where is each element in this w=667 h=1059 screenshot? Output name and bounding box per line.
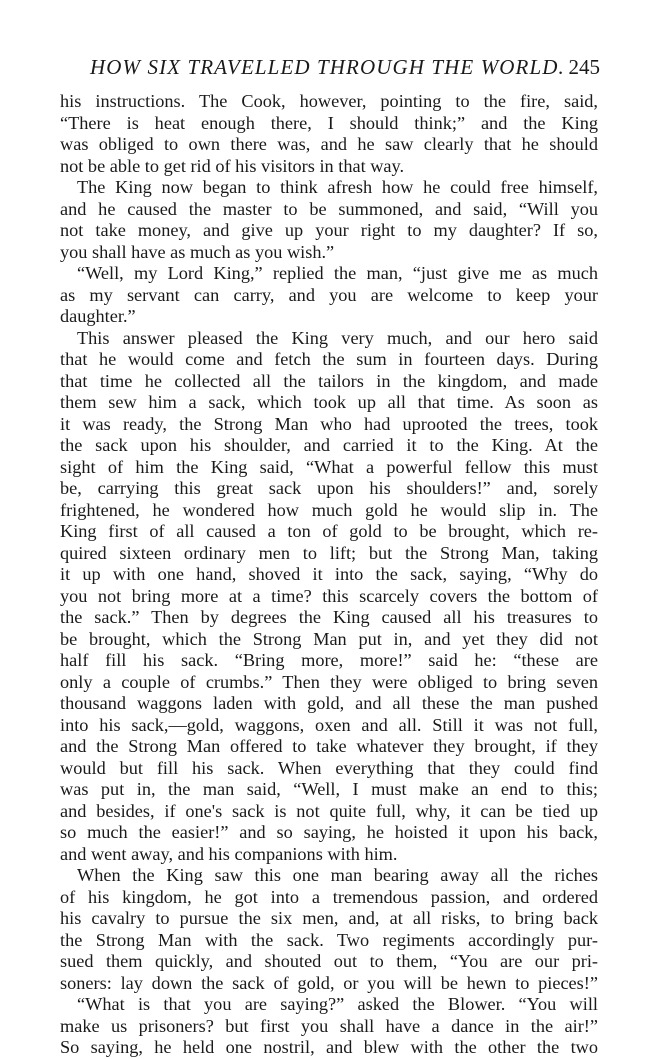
text-line: daughter.” xyxy=(60,306,136,326)
text-line: as my servant can carry, and you are welcome to keep your xyxy=(60,284,598,305)
text-line: and the Strong Man offered to take whatever they brought, if they xyxy=(60,736,598,756)
text-line: “What is that you are saying?” asked the Blower. “You will xyxy=(77,994,598,1014)
text-line: it up with one hand, shoved it into the sack, saying, “Why do xyxy=(60,564,598,584)
text-line: his cavalry to pursue the six men, and, at all risks, to bring back xyxy=(60,908,598,928)
text-line: not take money, and give up your right to my daughter? If so, xyxy=(60,220,598,240)
text-line: half fill his sack. “Bring more, more!” said he: “these are xyxy=(60,650,598,670)
text-line: was put in, the man said, “Well, I must make an end to this; xyxy=(60,779,598,799)
text-line: thousand waggons laden with gold, and all these the man pushed xyxy=(60,693,598,713)
text-line: that time he collected all the tailors in the kingdom, and made xyxy=(60,370,598,391)
text-line: be brought, which the Strong Man put in, and yet they did not xyxy=(60,628,598,649)
text-line: you not bring more at a time? this scarcely covers the bottom of xyxy=(60,585,598,606)
text-line: be, carrying this great sack upon his shoulders!” and, sorely xyxy=(60,478,598,498)
text-line: and he caused the master to be summoned, and said, “Will you xyxy=(60,198,598,219)
text-line: not be able to get rid of his visitors in that way. xyxy=(60,155,405,176)
text-line: the sack upon his shoulder, and carried it to the King. At the xyxy=(60,435,598,455)
text-line: so much the easier!” and so saying, he hoisted it upon his back, xyxy=(60,822,598,842)
text-line: King first of all caused a ton of gold to be brought, which re- xyxy=(60,521,598,541)
text-line: of his kingdom, he got into a tremendous passion, and ordered xyxy=(60,886,598,907)
text-line: his instructions. The Cook, however, pointing to the fire, said, xyxy=(60,91,598,111)
text-line: was obliged to own there was, and he saw clearly that he should xyxy=(60,134,598,154)
text-line: that he would come and fetch the sum in fourteen days. During xyxy=(60,349,598,369)
text-line: The King now began to think afresh how he could free himself, xyxy=(77,177,598,197)
text-line: “There is heat enough there, I should think;” and the King xyxy=(60,112,598,133)
text-line: the Strong Man with the sack. Two regiments accordingly pur- xyxy=(60,929,598,950)
text-line: it was ready, the Strong Man who had uprooted the trees, took xyxy=(60,413,598,434)
text-line: soners: lay down the sack of gold, or you will be hewn to pieces!” xyxy=(60,972,598,993)
running-header xyxy=(60,55,600,83)
text-line: and went away, and his companions with him. xyxy=(60,843,398,864)
text-line: only a couple of crumbs.” Then they were obliged to bring seven xyxy=(60,671,598,692)
text-line: them sew him a sack, which took up all that time. As soon as xyxy=(60,392,598,412)
text-line: make us prisoners? but first you shall have a dance in the air!” xyxy=(60,1015,598,1036)
running-title: HOW SIX TRAVELLED THROUGH THE WORLD. xyxy=(90,55,565,79)
text-line: would but fill his sack. When everything that they could find xyxy=(60,757,598,778)
text-line: sight of him the King said, “What a powerful fellow this must xyxy=(60,456,598,477)
text-line: the sack.” Then by degrees the King caused all his treasures to xyxy=(60,607,598,627)
text-line: So saying, he held one nostril, and blew with the other the two xyxy=(60,1037,598,1057)
text-line: sued them quickly, and shouted out to them, “You are our pri- xyxy=(60,951,598,971)
body-text xyxy=(60,91,598,1059)
text-line: you shall have as much as you wish.” xyxy=(60,241,335,262)
page-number: 245 xyxy=(568,55,600,79)
text-line: quired sixteen ordinary men to lift; but the Strong Man, taking xyxy=(60,542,598,563)
text-line: “Well, my Lord King,” replied the man, “just give me as much xyxy=(77,263,598,283)
text-line: This answer pleased the King very much, and our hero said xyxy=(77,327,598,348)
text-line: and besides, if one's sack is not quite full, why, it can be tied up xyxy=(60,800,598,821)
text-line: frightened, he wondered how much gold he would slip in. The xyxy=(60,499,598,520)
text-line: into his sack,—gold, waggons, oxen and all. Still it was not full, xyxy=(60,714,598,735)
text-line: When the King saw this one man bearing away all the riches xyxy=(77,865,598,885)
